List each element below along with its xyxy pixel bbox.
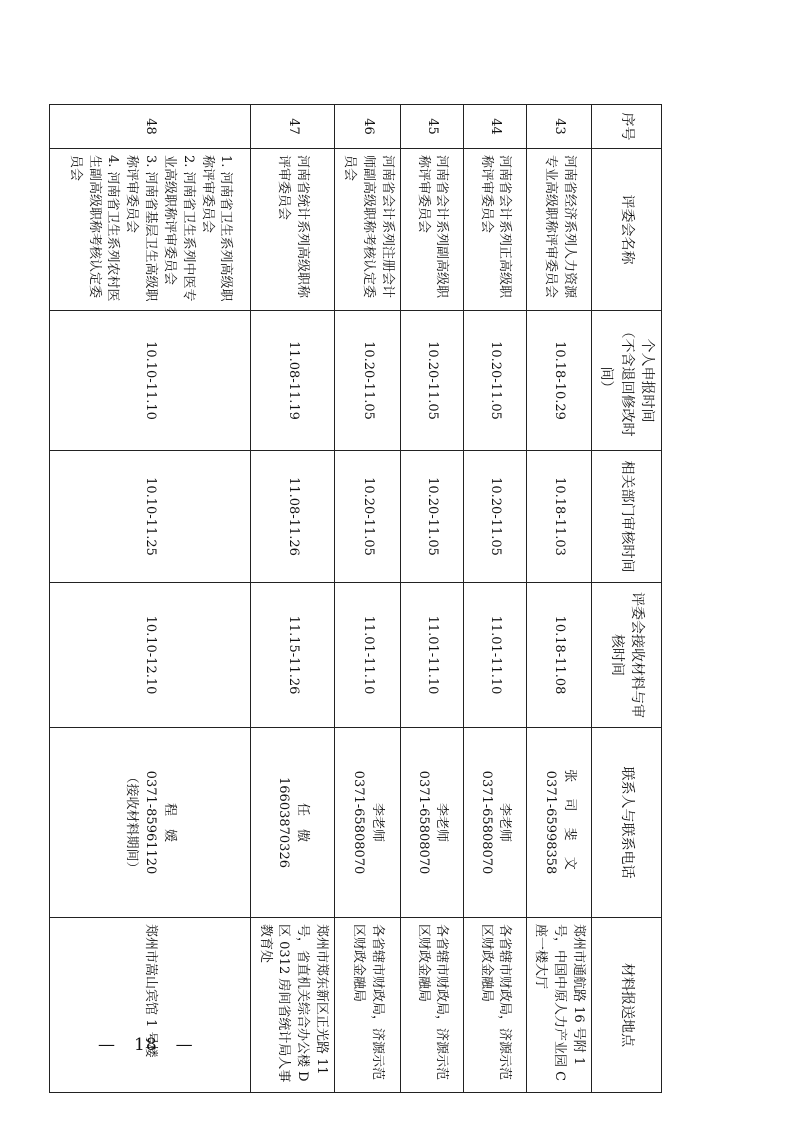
header-personal-line2: （不含退回修改时间） — [598, 324, 635, 437]
row-seq: 47 — [250, 105, 334, 149]
row-contact — [335, 728, 401, 918]
table-row — [400, 105, 463, 1093]
header-address: 材料报送地点 — [592, 918, 662, 1093]
row-address: 各省辖市财政局，济源示范区财政金融局 — [400, 918, 463, 1093]
header-contact: 联系人与联系电话 — [592, 728, 662, 918]
table-row — [463, 105, 526, 1093]
row-receive-time: 11.01-11.10 — [400, 583, 463, 728]
row-dept-time: 10.20-11.05 — [463, 451, 526, 583]
row-contact — [526, 728, 592, 918]
table-row — [250, 105, 334, 1093]
committee-item: 3. 河南省基层卫生高级职称评审委员会 — [124, 155, 159, 302]
row-personal-time: 10.20-11.05 — [335, 311, 401, 451]
row-dept-time: 10.20-11.05 — [400, 451, 463, 583]
row-seq: 48 — [49, 105, 250, 149]
row-dept-time: 10.20-11.05 — [335, 451, 401, 583]
committee-item: 4. 河南省卫生系列农村医生副高级职称考核认定委员会 — [67, 155, 121, 302]
contact-name: 任 傲 — [295, 802, 311, 842]
row-seq: 46 — [335, 105, 401, 149]
header-committee: 评委会名称 — [592, 149, 662, 311]
committee-item: 2. 河南省卫生系列中医专业高级职称评审委员会 — [161, 155, 196, 302]
row-personal-time: 11.08-11.19 — [250, 311, 334, 451]
row-address: 郑州市郑东新区正光路 11 号，省直机关综合办公楼 D 区 0312 房间省统计局人事教育处 — [250, 918, 334, 1093]
row-personal-time: 10.18-10.29 — [526, 311, 592, 451]
header-seq: 序号 — [592, 105, 662, 149]
row-receive-time: 10.18-11.08 — [526, 583, 592, 728]
row-address: 各省辖市财政局，济源示范区财政金融局 — [463, 918, 526, 1093]
contact-name: 李老师 — [434, 802, 450, 842]
row-receive-time: 10.10-12.10 — [49, 583, 250, 728]
row-seq: 45 — [400, 105, 463, 149]
contact-phone: 0371-65808070 — [351, 770, 367, 875]
row-contact — [49, 728, 250, 918]
committee-item: 1. 河南省卫生系列高级职称评审委员会 — [199, 155, 234, 302]
row-receive-time: 11.15-11.26 — [250, 583, 334, 728]
contact-phone: 0371-65808070 — [415, 770, 431, 875]
row-address: 郑州市嵩山宾馆 1 号楼 — [49, 918, 250, 1093]
row-committee: 河南省经济系列人力资源专业高级职称评审委员会 — [526, 149, 592, 311]
row-committee: 河南省统计系列高级职称评审委员会 — [250, 149, 334, 311]
row-contact — [250, 728, 334, 918]
row-personal-time: 10.10-11.10 — [49, 311, 250, 451]
header-row — [592, 105, 662, 1093]
row-committee: 河南省会计系列注册会计师副高级职称考核认定委员会 — [335, 149, 401, 311]
row-contact — [400, 728, 463, 918]
contact-name: 李老师 — [370, 802, 386, 842]
row-receive-time: 11.01-11.10 — [463, 583, 526, 728]
page-number: — 18 — — [98, 1035, 194, 1055]
header-personal-line1: 个人申报时间 — [639, 338, 655, 423]
row-dept-time: 10.18-11.03 — [526, 451, 592, 583]
review-committee-table-rotated — [67, 104, 662, 1092]
row-contact — [463, 728, 526, 918]
contact-name: 李老师 — [497, 802, 513, 842]
table-row — [49, 105, 250, 1093]
contact-phone: 0371-85961120 — [143, 770, 159, 875]
contact-name: 张 司 斐 文 — [561, 769, 577, 876]
row-personal-time: 10.20-11.05 — [463, 311, 526, 451]
row-committee — [49, 149, 250, 311]
table-row — [526, 105, 592, 1093]
contact-phone: 16603870326 — [276, 777, 292, 868]
header-dept-time: 相关部门审核时间 — [592, 451, 662, 583]
row-address: 各省辖市财政局，济源示范区财政金融局 — [335, 918, 401, 1093]
row-personal-time: 10.20-11.05 — [400, 311, 463, 451]
contact-name: 程 媛 — [161, 802, 177, 842]
row-address: 郑州市通航路 16 号附 1 号，中国中原人力产业园 C 座一楼大厅 — [526, 918, 592, 1093]
header-receive-time: 评委会接收材料与审核时间 — [592, 583, 662, 728]
row-committee: 河南省会计系列副高级职称评审委员会 — [400, 149, 463, 311]
row-committee: 河南省会计系列正高级职称评审委员会 — [463, 149, 526, 311]
row-receive-time: 11.01-11.10 — [335, 583, 401, 728]
row-dept-time: 10.10-11.25 — [49, 451, 250, 583]
contact-phone: 0371-65998358 — [542, 770, 558, 875]
contact-note: （接收材料期间） — [124, 770, 140, 875]
row-seq: 44 — [463, 105, 526, 149]
row-dept-time: 11.08-11.26 — [250, 451, 334, 583]
header-personal-time — [592, 311, 662, 451]
review-committee-table — [49, 104, 662, 1093]
row-seq: 43 — [526, 105, 592, 149]
contact-phone: 0371-65808070 — [478, 770, 494, 875]
table-row — [335, 105, 401, 1093]
